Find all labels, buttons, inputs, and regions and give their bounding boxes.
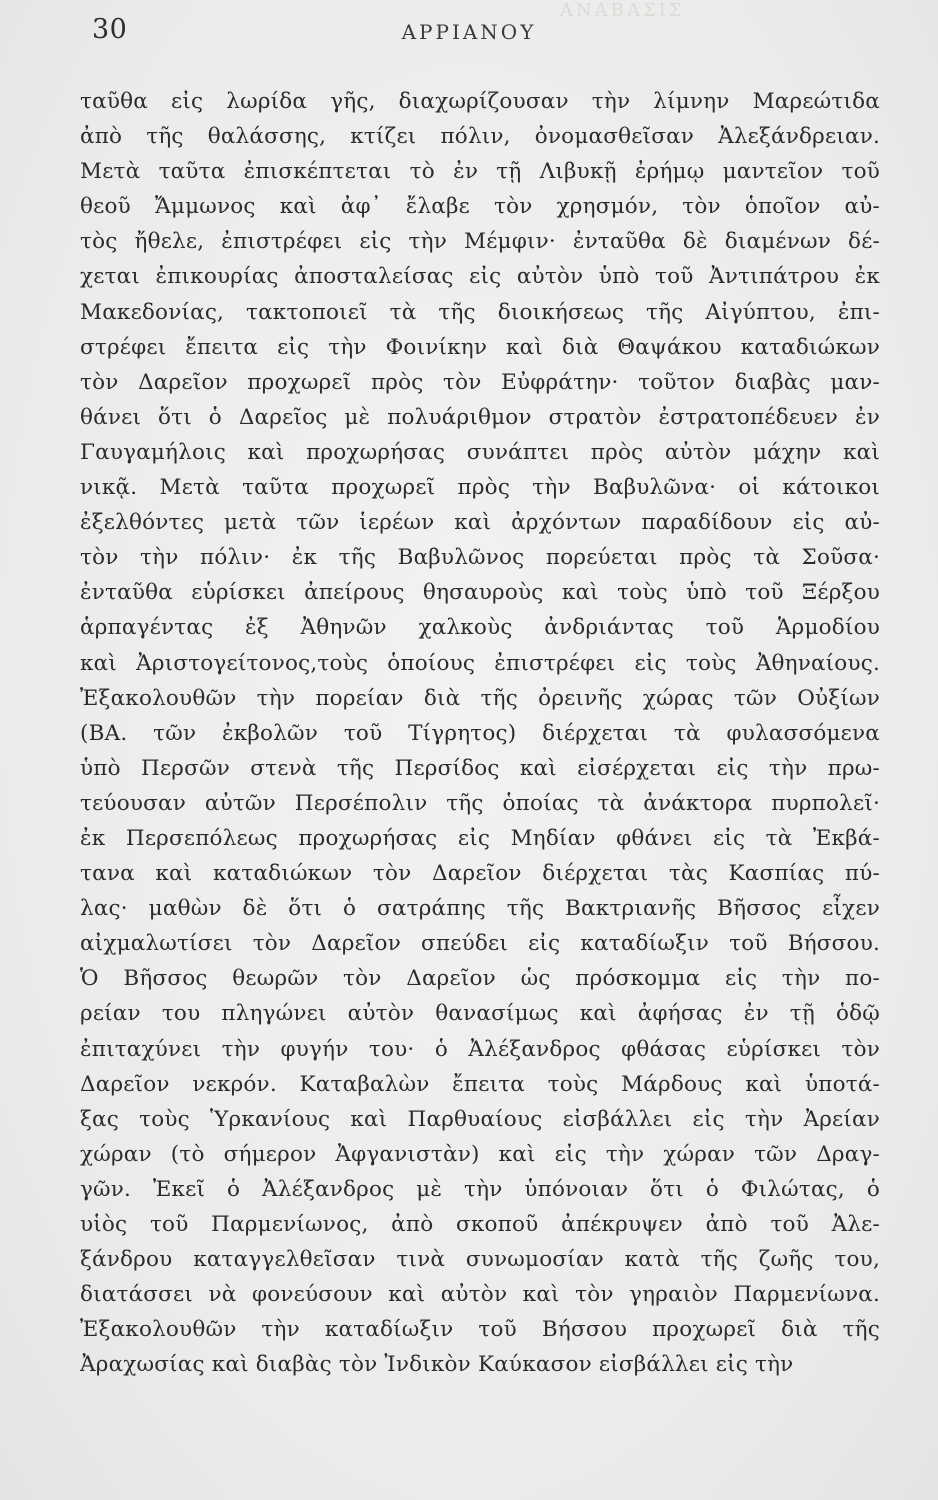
- text-line: ἐπιταχύνει τὴν φυγήν του· ὁ Ἀλέξανδρος φθάσας εὑρίσκει τὸν: [80, 1036, 880, 1062]
- text-line: τεύουσαν αὐτῶν Περσέπολιν τῆς ὁποίας τὰ ἀνάκτορα πυρπολεῖ·: [80, 790, 880, 816]
- text-line: γῶν. Ἐκεῖ ὁ Ἀλέξανδρος μὲ τὴν ὑπόνοιαν ὅτι ὁ Φιλώτας, ὁ: [80, 1176, 880, 1202]
- text-line: θεοῦ Ἄμμωνος καὶ ἀφ᾽ ἔλαβε τὸν χρησμόν, τὸν ὁποῖον αὐ-: [80, 194, 880, 220]
- text-line: τανα καὶ καταδιώκων τὸν Δαρεῖον διέρχεται τὰς Κασπίας πύ-: [80, 861, 880, 887]
- running-head: ΑΡΡΙΑΝΟΥ: [401, 20, 537, 44]
- text-line: Μακεδονίας, τακτοποιεῖ τὰ τῆς διοικήσεως τῆς Αἰγύπτου, ἐπι-: [80, 299, 880, 325]
- text-line: τὸν Δαρεῖον προχωρεῖ πρὸς τὸν Εὐφράτην· τοῦτον διαβὰς μαν-: [80, 369, 880, 395]
- text-line: νικᾷ. Μετὰ ταῦτα προχωρεῖ πρὸς τὴν Βαβυλῶνα· οἱ κάτοικοι: [80, 475, 880, 501]
- text-line: (ΒΑ. τῶν ἐκβολῶν τοῦ Τίγρητος) διέρχεται τὰ φυλασσόμενα: [80, 720, 880, 746]
- text-line: χεται ἐπικουρίας ἀποσταλείσας εἰς αὐτὸν ὑπὸ τοῦ Ἀντιπάτρου ἐκ: [80, 264, 880, 290]
- text-line: Γαυγαμήλοις καὶ προχωρήσας συνάπτει πρὸς αὐτὸν μάχην καὶ: [80, 439, 880, 465]
- text-line: ἁρπαγέντας ἐξ Ἀθηνῶν χαλκοὺς ἀνδριάντας τοῦ Ἁρμοδίου: [80, 615, 880, 641]
- text-line: ὑπὸ Περσῶν στενὰ τῆς Περσίδος καὶ εἰσέρχεται εἰς τὴν πρω-: [80, 755, 880, 781]
- body-text: [80, 84, 880, 1382]
- text-line: Ὁ Βῆσσος θεωρῶν τὸν Δαρεῖον ὡς πρόσκομμα εἰς τὴν πο-: [80, 966, 880, 992]
- text-line: στρέφει ἔπειτα εἰς τὴν Φοινίκην καὶ διὰ Θαψάκου καταδιώκων: [80, 334, 880, 360]
- text-line: λας· μαθὼν δὲ ὅτι ὁ σατράπης τῆς Βακτριανῆς Βῆσσος εἶχεν: [80, 896, 880, 922]
- text-line: ρείαν του πληγώνει αὐτὸν θανασίμως καὶ ἀφήσας ἐν τῇ ὁδῷ: [80, 1001, 880, 1027]
- text-line: Μετὰ ταῦτα ἐπισκέπτεται τὸ ἐν τῇ Λιβυκῇ ἐρήμῳ μαντεῖον τοῦ: [80, 159, 880, 185]
- text-line: Ἀραχωσίας καὶ διαβὰς τὸν Ἰνδικὸν Καύκασον εἰσβάλλει εἰς τὴν: [80, 1352, 794, 1378]
- bleed-through-text: ΑΝΑΒΑΣΙΣ: [560, 0, 685, 21]
- text-line: Ἐξακολουθῶν τὴν πορείαν διὰ τῆς ὀρεινῆς χώρας τῶν Οὐξίων: [80, 685, 880, 711]
- text-line: χώραν (τὸ σήμερον Ἀφγανιστὰν) καὶ εἰς τὴν χώραν τῶν Δραγ-: [80, 1141, 880, 1167]
- text-line: Δαρεῖον νεκρόν. Καταβαλὼν ἔπειτα τοὺς Μάρδους καὶ ὑποτά-: [80, 1071, 880, 1097]
- text-line: τὸς ἤθελε, ἐπιστρέφει εἰς τὴν Μέμφιν· ἐνταῦθα δὲ διαμένων δέ-: [80, 229, 880, 255]
- text-line: αἰχμαλωτίσει τὸν Δαρεῖον σπεύδει εἰς καταδίωξιν τοῦ Βήσσου.: [80, 931, 880, 957]
- text-line: διατάσσει νὰ φονεύσουν καὶ αὐτὸν καὶ τὸν γηραιὸν Παρμενίωνα.: [80, 1282, 880, 1308]
- text-line: ἀπὸ τῆς θαλάσσης, κτίζει πόλιν, ὀνομασθεῖσαν Ἀλεξάνδρειαν.: [80, 124, 880, 150]
- text-line: θάνει ὅτι ὁ Δαρεῖος μὲ πολυάριθμον στρατὸν ἐστρατοπέδευεν ἐν: [80, 404, 880, 430]
- text-line: ἐξελθόντες μετὰ τῶν ἱερέων καὶ ἀρχόντων παραδίδουν εἰς αὐ-: [80, 510, 880, 536]
- text-line: ἐνταῦθα εὑρίσκει ἀπείρους θησαυροὺς καὶ τοὺς ὑπὸ τοῦ Ξέρξου: [80, 580, 880, 606]
- text-line: ταῦθα εἰς λωρίδα γῆς, διαχωρίζουσαν τὴν λίμνην Μαρεώτιδα: [80, 89, 880, 114]
- text-line: ξας τοὺς Ὑρκανίους καὶ Παρθυαίους εἰσβάλλει εἰς τὴν Ἀρείαν: [80, 1106, 880, 1132]
- text-line: υἱὸς τοῦ Παρμενίωνος, ἀπὸ σκοποῦ ἀπέκρυψεν ἀπὸ τοῦ Ἀλε-: [80, 1212, 880, 1237]
- text-line: καὶ Ἀριστογείτονος,τοὺς ὁποίους ἐπιστρέφει εἰς τοὺς Ἀθηναίους.: [80, 650, 880, 676]
- text-line: τὸν τὴν πόλιν· ἐκ τῆς Βαβυλῶνος πορεύεται πρὸς τὰ Σοῦσα·: [80, 545, 880, 571]
- page-number: 30: [92, 14, 128, 45]
- text-line: ἐκ Περσεπόλεως προχωρήσας εἰς Μηδίαν φθάνει εἰς τὰ Ἐκβά-: [80, 825, 880, 851]
- text-line: Ἐξακολουθῶν τὴν καταδίωξιν τοῦ Βήσσου προχωρεῖ διὰ τῆς: [80, 1317, 880, 1343]
- text-line: ξάνδρου καταγγελθεῖσαν τινὰ συνωμοσίαν κατὰ τῆς ζωῆς του,: [80, 1247, 880, 1273]
